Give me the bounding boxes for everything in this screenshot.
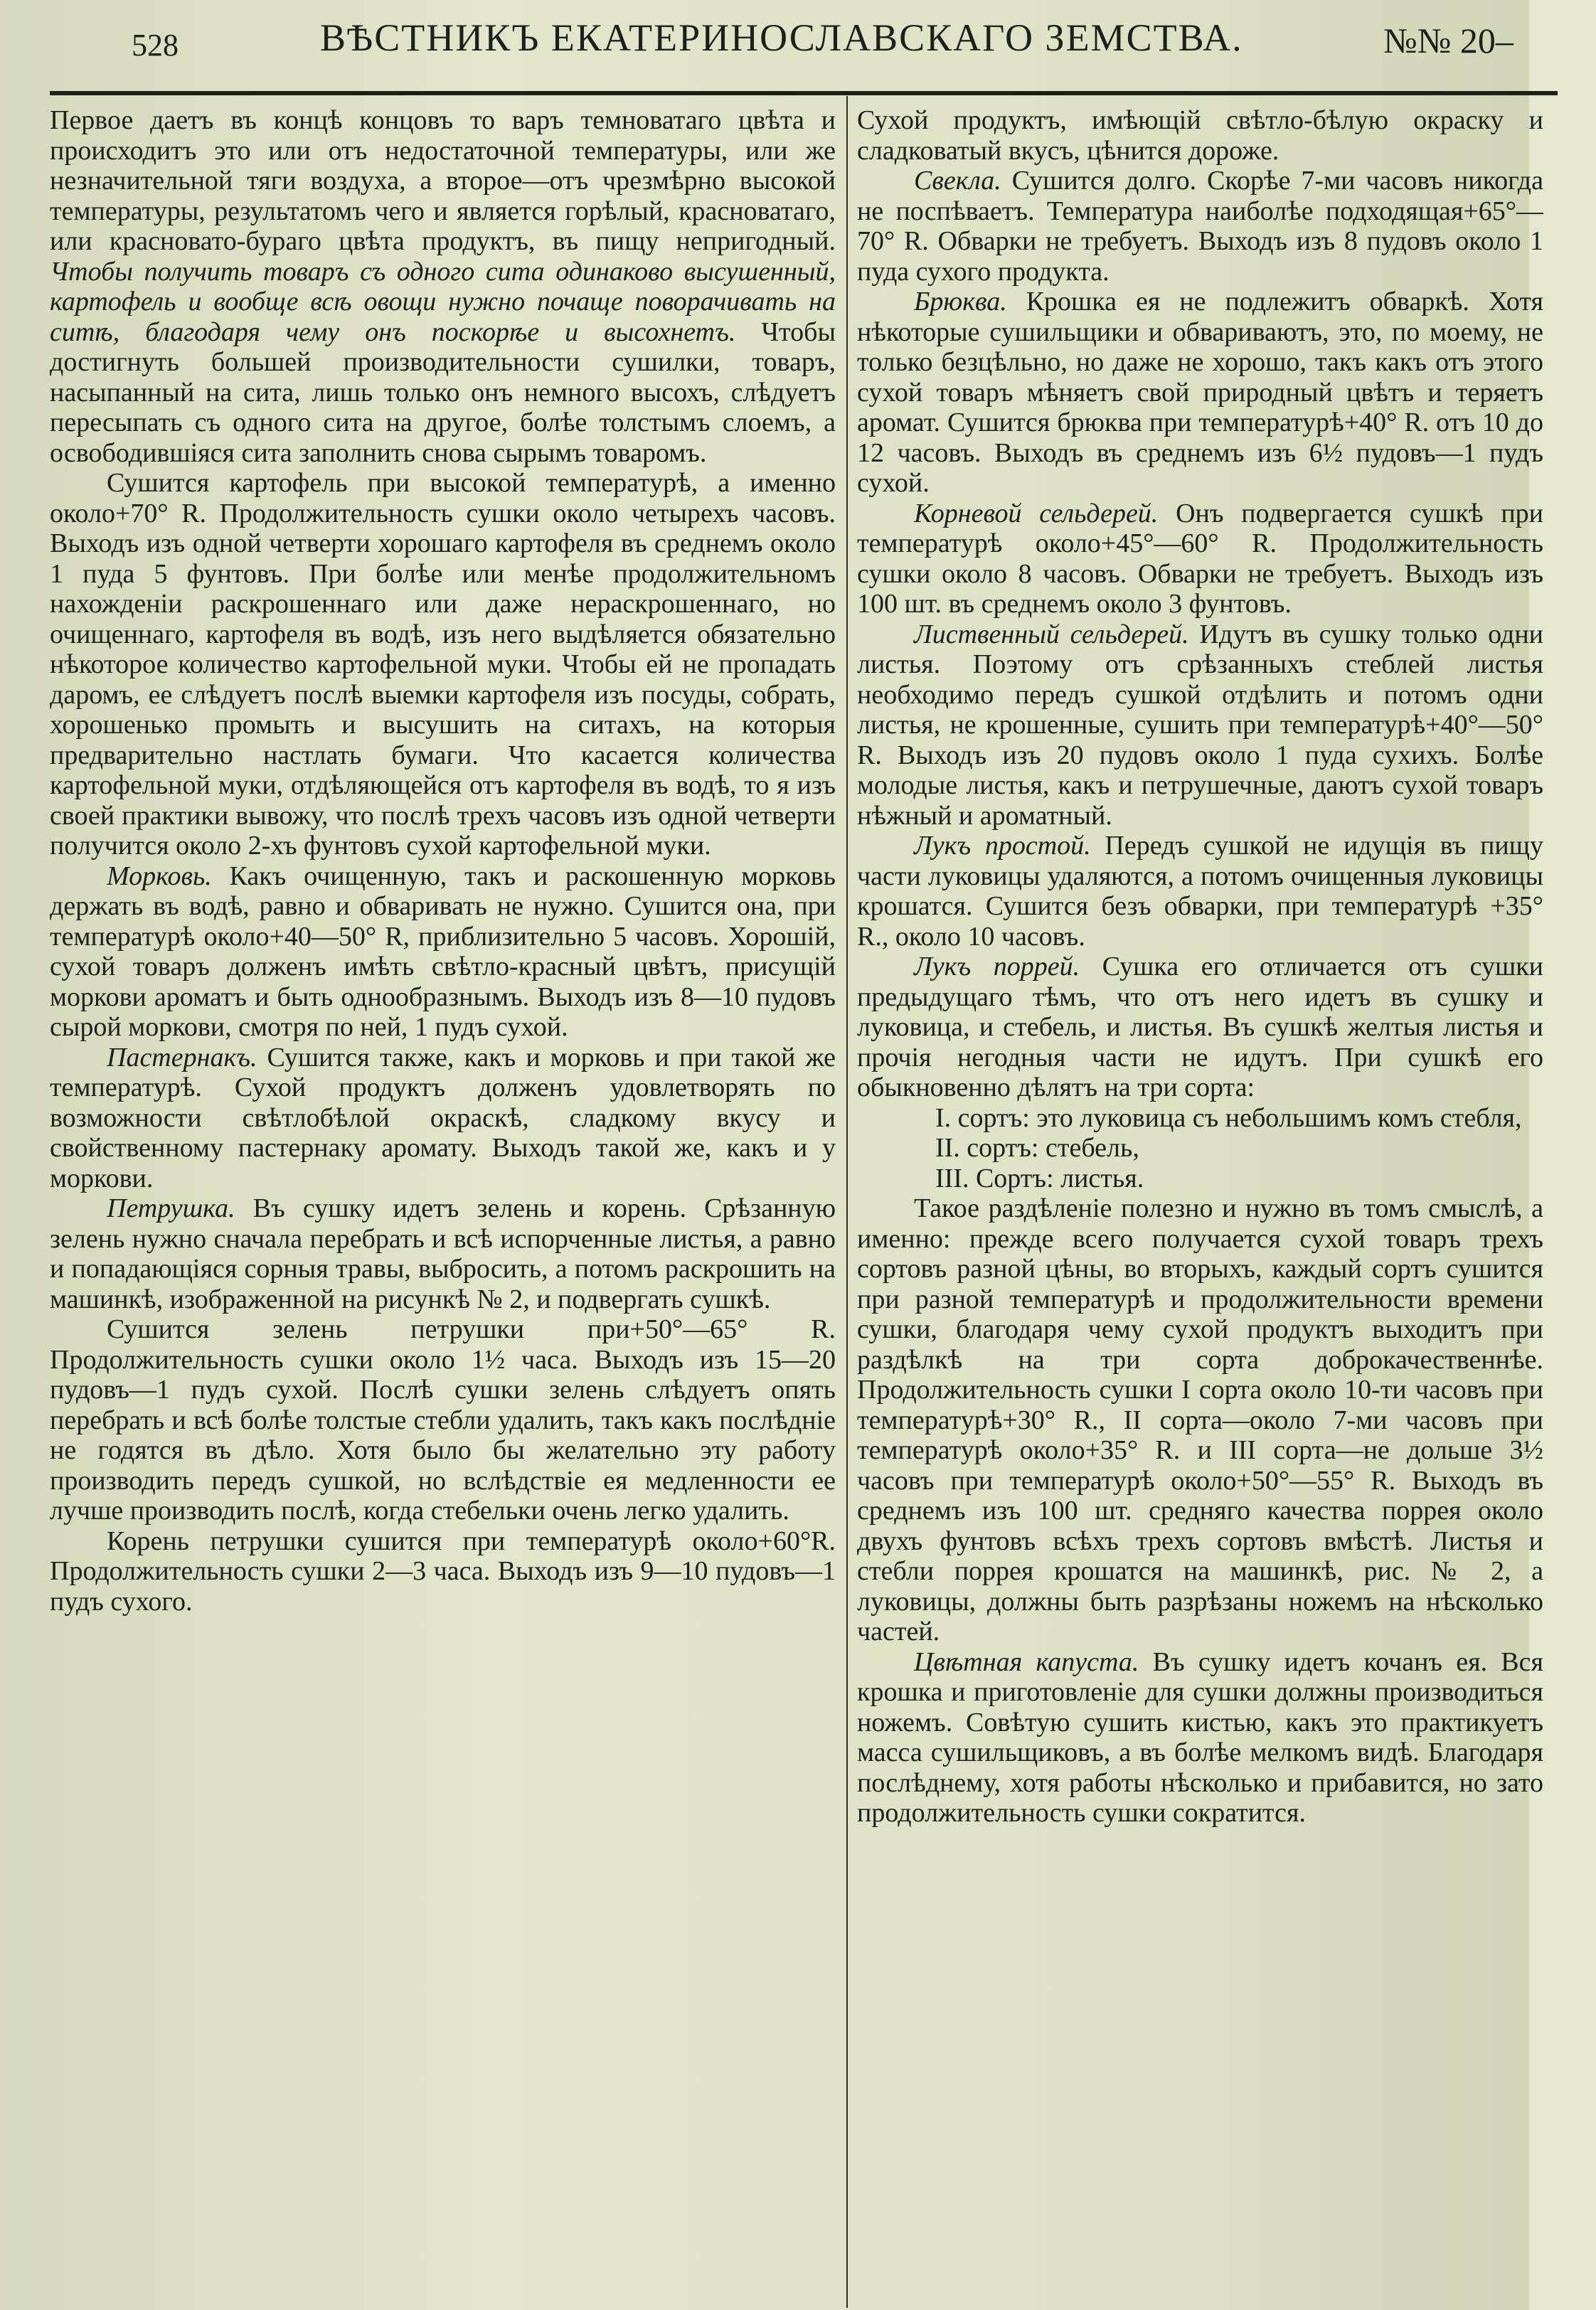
page-header bbox=[0, 0, 1596, 85]
paragraph bbox=[857, 831, 1543, 952]
paragraph bbox=[857, 952, 1543, 1103]
paragraph: Сушится зелень петрушки при+50°—65° R. Продолжительность сушки около 1½ часа. Выходъ изъ 15—20 пудовъ—1 пудъ сухой. Послѣ сушки зелень слѣдуетъ опять перебрать и всѣ болѣе толстые стебли удалить, такъ какъ послѣдніе не годятся въ дѣло. Хотя было бы желательно эту работу производить передъ сушкой, но вслѣдствіе ея медленности ее лучше производить послѣ, когда стебельки очень легко удалить. bbox=[50, 1314, 836, 1526]
section-heading: Морковь. bbox=[107, 861, 212, 891]
paragraph-text: Какъ очищенную, такъ и раскошенную морковь держать въ водѣ, равно и обваривать не нужно. Сушится она, при температурѣ около+40—50° R, приблизительно 5 часовъ. Хорошій, сухой товаръ долженъ имѣть свѣтло-красный цвѣтъ, присущій моркови ароматъ и быть однообразнымъ. Выходъ изъ 8—10 пудовъ сырой моркови, смотря по ней, 1 пудъ сухой. bbox=[50, 861, 836, 1042]
paragraph-text: Въ сушку идетъ кочанъ ея. Вся крошка и приготовленіе для сушки должны производиться ножемъ. Совѣтую сушить кистью, какъ это практикуетъ масса сушильщиковъ, а въ болѣе мелкомъ видѣ. Благодаря послѣднему, хотя работы нѣсколько и прибавится, но зато продолжительность сушки сократится. bbox=[857, 1646, 1543, 1828]
paragraph bbox=[857, 499, 1543, 619]
paragraph-text: Сушится долго. Скорѣе 7-ми часовъ никогда не поспѣваетъ. Температура наиболѣе подходящая+65°—70° R. Обварки не требуетъ. Выходъ изъ 8 пудовъ около 1 пуда сухого продукта. bbox=[857, 166, 1543, 287]
emphasis-text: Чтобы получить товаръ съ одного сита одинаково высушенный, картофель и вообще всѣ овощи нужно почаще поворачивать на ситѣ, благодаря чему онъ поскорѣе и высохнетъ. bbox=[50, 256, 836, 347]
section-heading: Петрушка. bbox=[107, 1193, 235, 1223]
paragraph bbox=[50, 861, 836, 1043]
paragraph-text: Въ сушку идетъ зелень и корень. Срѣзанную зелень нужно сначала перебрать и всѣ испорченные листья, а равно и попадающіяся сорныя травы, выбросить, а потомъ раскрошить на машинкѣ, изображенной на рисункѣ № 2, и подвергать сушкѣ. bbox=[50, 1193, 836, 1314]
paragraph-text: Крошка ея не подлежитъ обваркѣ. Хотя нѣкоторые сушильщики и обвариваютъ, это, по моему, не только безцѣльно, но даже не хорошо, такъ какъ отъ этого сухой товаръ мѣняетъ свой природный цвѣтъ и теряетъ аромат. Сушится брюква при температурѣ+40° R. отъ 10 до 12 часовъ. Выходъ въ среднемъ изъ 6½ пудовъ—1 пудъ сухой. bbox=[857, 287, 1543, 498]
paragraph bbox=[857, 1647, 1543, 1829]
header-rule bbox=[50, 91, 1558, 95]
paragraph bbox=[857, 287, 1543, 499]
section-heading: Цвѣтная капуста. bbox=[914, 1646, 1139, 1677]
section-heading: Брюква. bbox=[914, 287, 1007, 316]
paragraph bbox=[50, 105, 836, 468]
paragraph-text: Сушится также, какъ и морковь и при такой же температурѣ. Сухой продуктъ долженъ удовлетворять по возможности свѣтлобѣлой окраскѣ, сладкому вкусу и свойственному пастернаку аромату. Выходъ такой же, какъ и у моркови. bbox=[50, 1042, 836, 1193]
left-column bbox=[50, 105, 836, 1617]
paragraph-text: Идутъ въ сушку только одни листья. Поэтому отъ срѣзанныхъ стеблей листья необходимо передъ сушкой отдѣлить и потомъ одни листья, не крошенные, сушить при температурѣ+40°—50° R. Выходъ изъ 20 пудовъ около 1 пуда сухихъ. Болѣе молодые листья, какъ и петрушечные, даютъ сухой товаръ нѣжный и ароматный. bbox=[857, 619, 1543, 831]
section-heading: Лукъ поррей. bbox=[914, 952, 1080, 981]
list-item: III. Сортъ: листья. bbox=[935, 1163, 1144, 1193]
paragraph: Корень петрушки сушится при температурѣ около+60°R. Продолжительность сушки 2—3 часа. Выходъ изъ 9—10 пудовъ—1 пудъ сухого. bbox=[50, 1526, 836, 1617]
paragraph bbox=[857, 166, 1543, 287]
paragraph: Сушится картофель при высокой температурѣ, а именно около+70° R. Продолжительность сушки около четырехъ часовъ. Выходъ изъ одной четверти хорошаго картофеля въ среднемъ около 1 пуда 5 фунтовъ. При болѣе или менѣе продолжительномъ нахожденіи раскрошеннаго или даже нераскрошеннаго, но очищеннаго, картофеля въ водѣ, изъ него выдѣляется обязательно нѣкоторое количество картофельной муки. Чтобы ей не пропадать даромъ, ее слѣдуетъ послѣ выемки картофеля изъ посуды, собрать, хорошенько промыть и высушить на ситахъ, на которыя предварительно настлать бумаги. Что касается количества картофельной муки, отдѣляющейся отъ картофеля въ водѣ, то я изъ своей практики вывожу, что послѣ трехъ часовъ изъ одной четверти получится около 2-хъ фунтовъ сухой картофельной муки. bbox=[50, 468, 836, 861]
right-column bbox=[857, 105, 1543, 2306]
section-heading: Лукъ простой. bbox=[914, 831, 1091, 861]
column-divider bbox=[846, 96, 848, 2308]
paragraph: Такое раздѣленіе полезно и нужно въ томъ смыслѣ, а именно: прежде всего получается сухой товаръ трехъ сортовъ разной цѣны, во вторыхъ, каждый сортъ сушится при разной температурѣ и продолжительности времени сушки, благодаря чему сухой продуктъ выходитъ при раздѣлкѣ на три сорта доброкачественнѣе. Продолжительность сушки I сорта около 10-ти часовъ при температурѣ+30° R., II сорта—около 7-ми часовъ при температурѣ около+35° R. и III сорта—не дольше 3½ часовъ при температурѣ около+50°—55° R. Выходъ въ среднемъ изъ 100 шт. средняго качества поррея около двухъ фунтовъ всѣхъ трехъ сортовъ вмѣстѣ. Листья и стебли поррея крошатся на машинкѣ, рис. № 2, а луковицы, должны быть разрѣзаны ножемъ на нѣсколько частей. bbox=[857, 1193, 1543, 1646]
paragraph bbox=[50, 1193, 836, 1314]
list-item: II. сортъ: стебель, bbox=[935, 1133, 1139, 1163]
section-heading: Корневой сельдерей. bbox=[914, 498, 1159, 528]
issue-number: №№ 20– bbox=[1383, 21, 1513, 60]
journal-title: ВѢСТНИКЪ ЕКАТЕРИНОСЛАВСКАГО ЗЕМСТВА. bbox=[320, 16, 1243, 59]
section-heading: Пастернакъ. bbox=[107, 1042, 257, 1072]
section-heading: Свекла. bbox=[914, 166, 1001, 196]
paragraph-text: Передъ сушкой не идущія въ пищу части луковицы удаляются, а потомъ очищенныя луковицы крошатся. Сушится безъ обварки, при температурѣ +35° R., около 10 часовъ. bbox=[857, 831, 1543, 952]
paragraph-text: Чтобы достигнуть большей производительности сушилки, товаръ, насыпанный на сита, лишь только онъ немного высохъ, слѣдуетъ пересыпать съ одного сита на другое, болѣе толстымъ слоемъ, а освободившіяся сита заполнить снова сырымъ товаромъ. bbox=[50, 316, 836, 468]
list-item: I. сортъ: это луковица съ небольшимъ комъ стебля, bbox=[935, 1102, 1522, 1133]
page-number: 528 bbox=[132, 28, 179, 63]
paragraph bbox=[857, 619, 1543, 831]
paragraph-text: Сушка его отличается отъ сушки предыдущаго тѣмъ, что отъ него идетъ въ сушку и луковица, и стебель, и листья. Въ сушкѣ желтыя листья и прочія негодныя части не идутъ. При сушкѣ его обыкновенно дѣлятъ на три сорта: bbox=[857, 952, 1543, 1102]
paragraph bbox=[50, 1043, 836, 1194]
paragraph-text: Онъ подвергается сушкѣ при температурѣ около+45°—60° R. Продолжительность сушки около 8 часовъ. Обварки не требуетъ. Выходъ изъ 100 шт. въ среднемъ около 3 фунтовъ. bbox=[857, 498, 1543, 619]
paragraph-text: Первое даетъ въ концѣ концовъ то варъ темноватаго цвѣта и происходитъ это или отъ недостаточной температуры, или же незначительной тяги воздуха, а второе—отъ чрезмѣрно высокой температуры, результатомъ чего и является горѣлый, красноватаго, или красновато-бураго цвѣта продуктъ, въ пищу непригодный. bbox=[50, 105, 836, 256]
paragraph: Сухой продуктъ, имѣющій свѣтло-бѣлую окраску и сладковатый вкусъ, цѣнится дороже. bbox=[857, 105, 1543, 166]
section-heading: Лиственный сельдерей. bbox=[914, 619, 1189, 649]
